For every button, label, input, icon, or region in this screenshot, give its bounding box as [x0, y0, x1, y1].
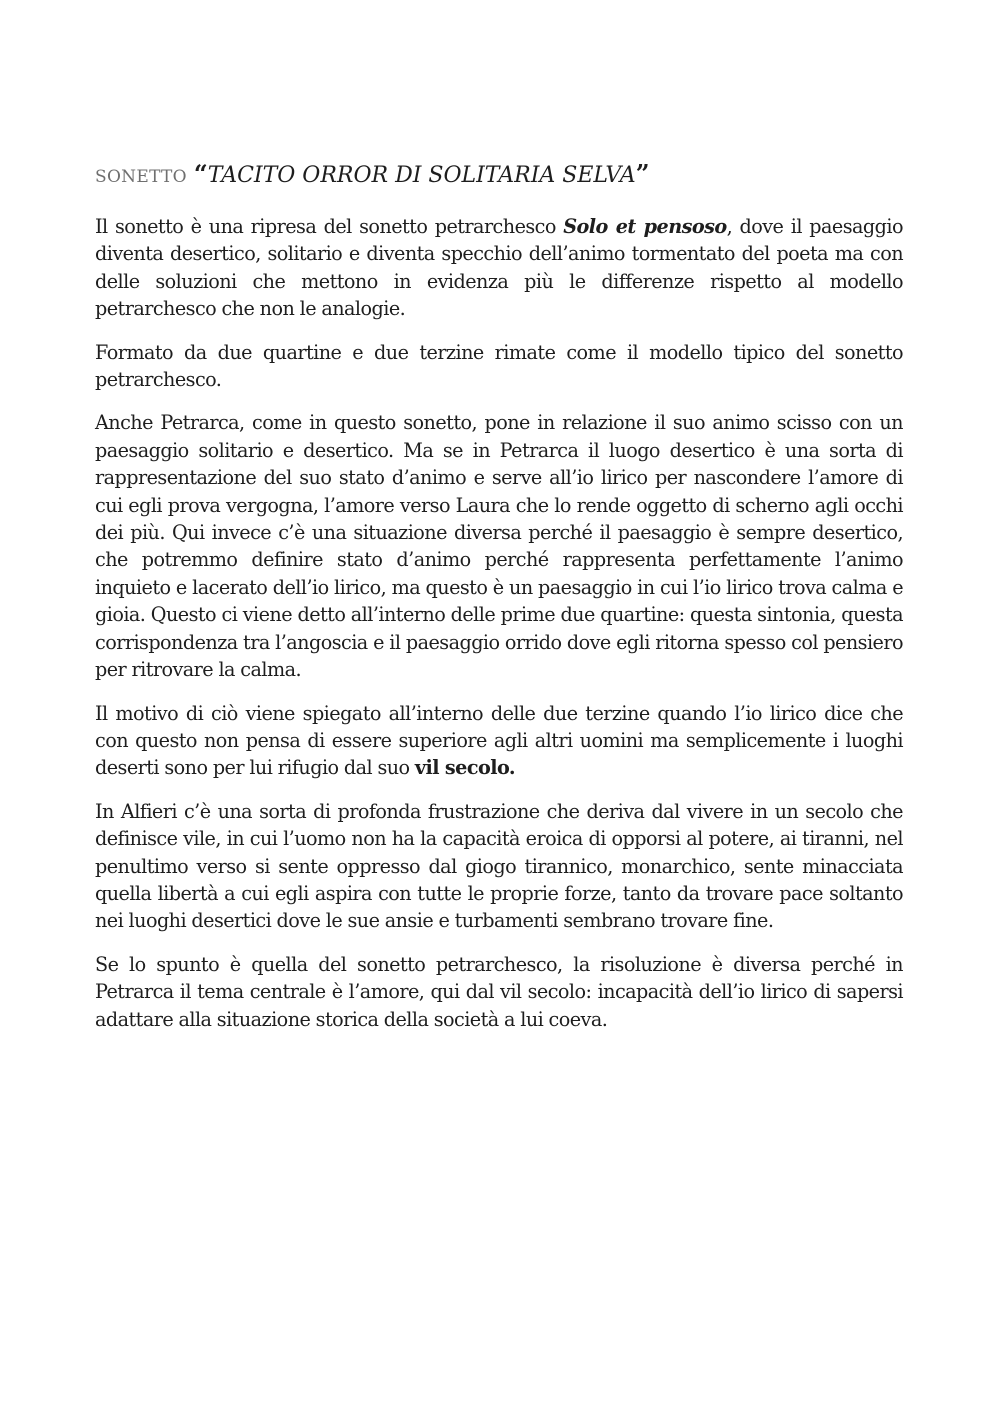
paragraph-1-emphasis: Solo et pensoso — [563, 215, 727, 238]
title-close-quote: ” — [635, 159, 650, 188]
title-open-quote: “ — [193, 159, 208, 188]
paragraph-2: Formato da due quartine e due terzine rimate come il modello tipico del sonetto petrarchesco. — [95, 340, 903, 392]
paragraph-1-text-b: , dove il paesaggio diventa desertico, solitario e diventa specchio dell’animo tormentato del poeta ma con delle soluzioni che mettono in evidenza più le differenze rispetto al modello petrarchesco che non le analogie. — [95, 215, 903, 321]
paragraph-4 — [95, 700, 903, 782]
paragraph-4-text: Il motivo di ciò viene spiegato all’interno delle due terzine quando l’io lirico dice che con questo non pensa di essere superiore agli altri uomini ma semplicemente i luoghi deserti sono per lui rifugio dal suo — [95, 701, 903, 780]
paragraph-1 — [95, 213, 903, 323]
section-title — [95, 155, 903, 196]
paragraph-6: Se lo spunto è quella del sonetto petrarchesco, la risoluzione è diversa perché in Petrarca il tema centrale è l’amore, qui dal vil secolo: incapacità dell’io lirico di sapersi adattare alla situazione storica della società a lui coeva. — [95, 952, 903, 1031]
paragraph-1-text-a: Il sonetto è una ripresa del sonetto petrarchesco — [95, 215, 564, 238]
document-page — [95, 155, 903, 1049]
paragraph-3: Anche Petrarca, come in questo sonetto, pone in relazione il suo animo scisso con un paesaggio solitario e desertico. Ma se in Petrarca il luogo desertico è una sorta di rappresentazione del suo stato d’animo e serve all’io lirico per nascondere l’amore di cui egli prova vergogna, l’amore verso Laura che lo rende oggetto di scherno agli occhi dei più. Qui invece c’è una situazione diversa perché il paesaggio è sempre desertico, che potremmo definire stato d’animo perché rappresenta perfettamente l’animo inquieto e lacerato dell’io lirico, ma questo è un paesaggio in cui l’io lirico trova calma e gioia. Questo ci viene detto all’interno delle prime due quartine: questa sintonia, questa corrispondenza tra l’angoscia e il paesaggio orrido dove egli ritorna spesso col pensiero per ritrovare la calma. — [95, 411, 903, 682]
title-sonnet-name: TACITO ORROR DI SOLITARIA SELVA — [207, 163, 636, 188]
title-label: SONETTO — [95, 167, 187, 187]
paragraph-4-emphasis: vil secolo. — [414, 756, 515, 780]
paragraph-5: In Alfieri c’è una sorta di profonda frustrazione che deriva dal vivere in un secolo che definisce vile, in cui l’uomo non ha la capacità eroica di opporsi al potere, ai tiranni, nel penultimo verso si sente oppresso dal giogo tirannico, monarchico, sente minacciata quella libertà a cui egli aspira con tutte le proprie forze, tanto da trovare pace soltanto nei luoghi desertici dove le sue ansie e turbamenti sembrano trovare fine. — [95, 799, 903, 933]
